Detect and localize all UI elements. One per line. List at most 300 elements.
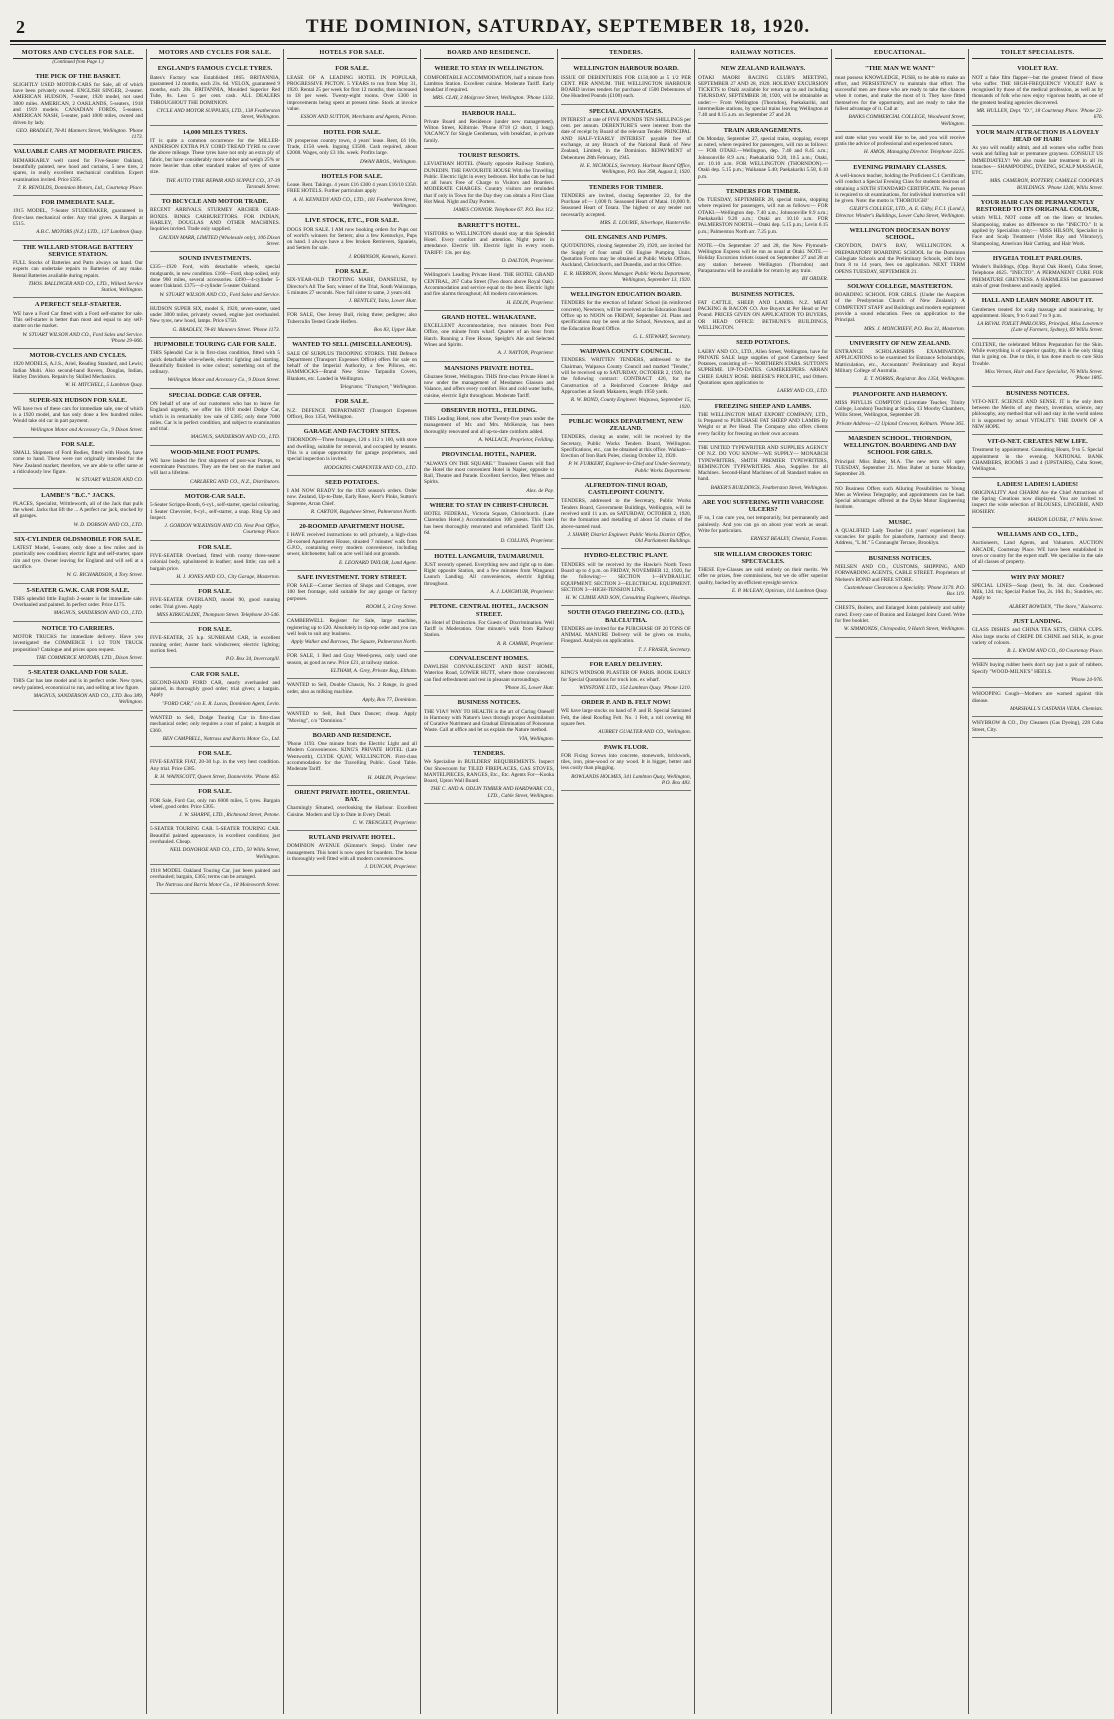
ad-signature: Telegrams: "Transport," Wellington. [339,384,417,391]
ad-heading: TENDERS FOR TIMBER. [725,187,801,195]
ad-signature: P.O. Box 34, Invercargill. [225,656,280,663]
classified-ad [150,668,280,712]
classified-ad [972,62,1103,125]
classified-ad [561,696,691,740]
ad-heading: WOOD-MILNE FOOT PUMPS. [170,448,260,456]
ad-signature: P. W. FURKERT, Engineer-in-Chief and Under-Secretary, Public Works Department. [568,461,691,474]
ad-heading: BUSINESS NOTICES. [457,699,521,707]
ad-signature: LA REVAL TOILET PARLOURS, Principal, Miss Lawrence (Late of Farmers, Sydney), 69 Willis Street. [977,321,1103,334]
ad-signature: D. DALTON, Proprietor. [501,258,554,265]
ad-signature: VIA, Wellington. [519,735,554,742]
ad-signature: E. P. McLEAN, Optician, 114 Lambton Quay. [731,587,828,594]
ad-body: 5-SEATER TOURING CAR. 5-SEATER TOURING CAR. Beautiful painted appearance, in excellent condition; just overhauled. Cheap. [150,826,280,845]
classified-ad [835,337,965,388]
ad-body: TENDERS will be received by the Hawke's North Town Board up to 4 p.m. on FRIDAY, NOVEMBER 12, 1920, for the following:— SECTION 1—HYDRAULIC EQUIPMENT. SECTION 2—ELECTRICAL EQUIPMENT. SECTION 3—HIGH-TENSION LINE. [561,561,691,593]
ad-body: SLIGHTLY USED MOTOR-CARS for Sale, all of which have been privately owned. ENGLISH SINGER, 2-seater. AMERICAN HUDSON, 7-seater, 1920 model, not used 3000 miles. AMERICAN, 2 OAKLANDS, 5-seaters, 1918 and 1919 models. CANADIAN FORDS, 5-seaters. AMERICAN NASH, 5-seater, paid 1000 miles, owned and driven by lady. [13,81,143,126]
ad-signature: WINSTONE LTD., 154 Lambton Quay. 'Phone 1210. [579,684,691,691]
ad-body: SIX-YEAR-OLD TROTTING MARE, DANSEUSE, by Director's All The Son; winner of the Trial, South Wairarapa, 5 minutes 27 seconds. Now full sister to same, 2 years old. [287,277,417,296]
ad-heading: FOR SALE. [335,268,369,276]
classified-ad [150,865,280,894]
ad-heading: SPECIAL ADVANTAGES. [589,107,663,115]
classified-ad [561,181,691,232]
ad-heading: LADIES! LADIES! LADIES! [997,480,1078,488]
ad-signature: MAGNUS, SANDERSON AND CO., LTD. Box 389, Wellington. [33,692,143,706]
ad-signature: MARSHALL'S CASTANIA VERA. Chemists. [1010,705,1103,712]
ad-body: INTEREST at rate of FIVE POUNDS TEN SHILLINGS per cent. per annum. DEBENTURE'S were interest from the date of receipt by Board of the relevant Tender. PRINCIPAL AND HALF-YEARLY INTEREST payable free of exchange, at any Branch of the National Bank of New Zealand, Limited, in the Dominion. REPAYMENT of Debentures 28th February, 1945. [561,116,691,161]
ad-body: SECOND-HAND FORD CAR, nearly overhauled and painted, in thoroughly good order; trial given; a bargain. Apply [150,679,280,699]
ad-signature: NEIL DONOHOE AND CO., LTD., 50 Willis Street, Wellington. [169,847,280,860]
ad-body: 1920 MODELS, A.J.S., Ariel, Reading Standard, and Lewis; Indian Multi. Also second-hand Rovers, Douglas, Indian, Harley Davidson. Repairs by Skilled Mechanics. [13,361,143,380]
ad-heading: BUSINESS NOTICES. [731,290,795,298]
ad-signature: H. J. JONES AND CO., City Garage, Masterton. [176,573,280,580]
ad-signature: E. R. HERRON, Stores Manager. Public Works Department, Wellington, September 13, 1920. [563,270,691,283]
ad-signature: T. J. FRASER, Secretary. [638,646,691,653]
ad-heading: ALFREDTON-TINUI ROAD, CASTLEPOINT COUNTY. [584,481,668,497]
ad-signature: A.B.C. MOTORS (N.Z.) LTD., 127 Lambton Quay. [36,229,143,236]
ad-heading: PUBLIC WORKS DEPARTMENT, NEW ZEALAND. [568,417,684,432]
ad-signature: THE AUTO TYRE REPAIR AND SUPPLY CO., 37-39 Taranaki Street. [165,177,280,190]
masthead-rule [10,44,1106,45]
ad-signature: "FORD CAR," c/o E. R. Lucas, Dominion Agent, Levin. [162,700,280,707]
ad-body: FOR SALE—Corner Section of Shops and Cottages, over 100 feet frontage, sold suitable for any garage or factory purposes. [287,583,417,602]
classified-ad [287,170,417,214]
ad-heading: MOTOR-CAR SALE. [184,493,246,501]
ad-heading: FOR SALE. [198,626,232,634]
ad-heading: SIX-CYLINDER OLDSMOBILE FOR SALE. [14,535,142,543]
ad-body: HUDSON SUPER SIX, model S, 1920, seven-seater, used under 3000 miles, privately owned, engine just overhauled. New tyres, new hood, lamps. Price £750. [150,305,280,325]
column-subheading: (Continued from Page 1.) [52,60,104,66]
ad-heading: GRAND HOTEL. WHAKATANE. [441,313,537,321]
ad-signature: ERNEST BEALEY, Chemist, Foxton. [750,536,828,543]
ad-signature: ROOM 5, 3 Grey Street. [365,603,417,610]
column-4 [421,49,558,1714]
ad-heading: WHERE TO STAY IN WELLINGTON. [434,65,544,73]
classified-ad [972,571,1103,615]
ad-signature: R. CARTON, Bagshawe Street, Palmerston North. [310,508,417,515]
ad-signature: H. W. CLIMIE AND SON, Consulting Engineers, Hastings. [565,595,691,602]
ad-signature: 'Phone 35, Lower Hutt. [504,685,554,692]
ad-heading: EVENING PRIMARY CLASSES. [853,163,947,171]
ad-heading: MARSDEN SCHOOL. THORNDON, WELLINGTON. BOARDING AND DAY SCHOOL FOR GIRLS. [843,435,957,457]
ad-body: RECENT ARRIVALS. STURMEY ARCHER GEAR-BOXES. BINKS CARBURETTORS. FOR INDIAN, HARLEY, DOUGLAS AND OTHER MACHINES. Inquiries invited. Trade only supplied. [150,207,280,233]
ad-body: WE have landed the first shipment of post-war Pumps, to exterminate Punctures. They are the best on the market and will last a lifetime. [150,457,280,477]
classified-ad [972,717,1103,738]
classified-ad [424,550,554,601]
ad-signature: G. L. STEWART, Secretary. [633,333,691,340]
ad-signature: GAUDIN MARR, LIMITED (Wholesale only), 106 Dixon Street. [158,234,280,247]
ad-heading: GARAGE AND FACTORY SITES. [303,428,401,436]
ad-body: IF so, I can cure you, not temporarily, but permanently and painlessly. And you can go on about your work as usual. Write for particulars. [698,515,828,535]
ad-body: COMFORTABLE ACCOMMODATION, half a minute from Lambton Station. Excellent cuisine. Moderate Tariff. Early breakfast if required. [424,74,554,94]
ad-heading: NOTICE TO CARRIERS. [41,624,115,632]
column-heading: TOILET SPECIALISTS. [972,49,1103,59]
ad-heading: BARRETT'S HOTEL. [457,221,521,229]
classified-ad [150,195,280,252]
classified-ad [835,388,965,432]
classified-ad [287,214,417,265]
ad-signature: MRS. CAMERON, ROTTERY, CAMILLE COOPER'S BUILDINGS. 'Phone 1246, Willis Street. [989,178,1103,191]
ad-signature: AUBREY GUALTER AND CO., Wellington. [598,729,691,736]
ad-heading: SAFE INVESTMENT. TORY STREET. [297,573,407,581]
ad-heading: TRAIN ARRANGEMENTS. [723,126,803,134]
classified-ad [287,708,417,729]
ad-heading: HUPMOBILE TOURING CAR FOR SALE. [153,341,277,349]
ad-signature: W. G. RICHARDSON, 4 Tory Street. [66,572,143,579]
ad-heading: WANTED TO SELL (MISCELLANEOUS). [292,341,412,349]
ad-heading: WAIPAWA COUNTY COUNCIL. [579,348,673,356]
ad-signature: GILBY'S COLLEGE, LTD., A. E. Gilby, F.C.I. (Lond.), Director. Winder's Buildings, Lower Cuba Street, Wellington. [835,206,965,219]
ad-signature: J. GORDON WILKINSON AND CO. Next Post Office, Courtenay Place. [164,523,280,536]
ad-signature: R. W. BOND, County Engineer. Waipawa, September 15, 1920. [570,397,691,410]
ad-signature: ELTHAM, A. Grey, Private Bag, Eltham. [330,668,417,675]
classified-ad [150,252,280,303]
ad-signature: A. H. KENNEDY AND CO., LTD., 181 Featherston Street, Wellington. [293,196,417,210]
classified-ad [972,126,1103,196]
classified-ad [561,479,691,549]
classified-ad [972,659,1103,688]
ad-signature: Box 83, Upper Hutt. [373,327,417,334]
classified-ad [835,483,965,516]
ad-signature: R. H. WAINSCOTT, Queen Street, Dannevirke. 'Phone 463. [154,774,280,781]
ad-signature: ROWLANDS HOLMES, 341 Lambton Quay, Wellington, P.O. Box 483. [571,773,691,786]
classified-ad [424,696,554,747]
ad-body: LEVIATHAN HOTEL (Nearly opposite Railway Station), DUNEDIN. THE FAVOURITE HOUSE With the Travelling Public. Electric light in every bedroom. Hot baths can be had at all hours Free of Charge to Visitors and Boarders. MODERATE CHARGES. Country visitors are reminded that if only in Town for the Day they can obtain a First Class Hot Meal. Night and Day Porters. [424,161,554,206]
ad-body: JUST recently opened. Everything new and right up to date. Right opposite Station, and a few minutes from Wanganui Launch Landing. All conveniences, electric lighting throughout. [424,561,554,587]
ad-signature: J. BENTLEY, Taita, Lower Hutt. [348,298,417,305]
ad-body: MOTOR TRUCKS for immediate delivery. Have you investigated the COMMERCE 1 1/2 TON TRUCK proposition? Catalogue and prices upon request. [13,633,143,653]
ad-heading: OIL ENGINES AND PUMPS. [584,234,668,242]
classified-ad [698,240,828,288]
ad-body: Ghuznee Street, Wellington. THIS first-class Private Hotel is now under the management of Mesdames Glasson and Valance, and offers every comfort. Hot and cold water baths, cuisine, electric light throughout. Moderate Tariff. [424,373,554,399]
ad-body: NOT a fake film flapper—but the greatest friend of those who suffer. THE HIGH-FREQUENCY VIOLET RAY is recognised by those of the medical profession, as well as by thousands of folk who now enjoy vigorous health, as one of the greatest healing agencies discovered. [972,74,1103,106]
ad-heading: FOR SALE. [198,750,232,758]
ad-body: WANTED to Sell, Dodge Touring Car in first-class mechanical order; only requires a coat of paint; a bargain at £360. [150,715,280,734]
column-6 [695,49,832,1714]
ad-signature: MAGNUS, SANDERSON AND CO., LTD. [190,434,280,441]
ad-body: DAWLISH CONVALESCENT AND REST HOME, Waterloo Road, LOWER HUTT, where those convalescent can find refreshment and rest in pleasant surroundings. [424,664,554,683]
classified-ad [424,62,554,106]
ad-body: 'Phone 1193. One minute from the Electric Light and all Modern Conveniences. KING'S PRIVATE HOTEL (Late Wentworth), CLYDE QUAY, WELLINGTON. First-class accommodation for the Travelling Public. Good Table. Moderate Tariff. [287,741,417,773]
ad-signature: LAERY AND CO., LTD. [777,388,828,395]
ad-body: "ALWAYS ON THE SQUARE." Transient Guests will find the Hotel the most convenient Hotel in Napier, opposite to Rail, Theatre and Parade. Excellent Service, Best Wines and Spirits. [424,460,554,486]
ad-body: SMALL Shipment of Ford Bodies, fitted with Hoods, have come to hand. These were not originally intended for the New Zealand market; therefore, we are able to offer same at a ridiculously low figure. [13,450,143,475]
ad-signature: BANKS COMMERCIAL COLLEGE, Woodward Street, Wellington. [848,114,965,127]
ad-heading: PETONE. CENTRAL HOTEL, JACKSON STREET. [429,603,549,618]
classified-ad [287,786,417,831]
ad-heading: CAR FOR SALE. [190,670,240,678]
ad-signature: Wellington Motor and Accessory Co., 9 Dixon Street. [30,426,143,433]
ad-signature: DWAN BROS., Wellington. [360,158,417,165]
ad-heading: HYDRO-ELECTRIC PLANT. [584,552,668,560]
ad-heading: HOTEL FOR SALE. [323,128,381,136]
ad-heading: 5-SEATER OAKLAND FOR SALE. [28,669,128,677]
ad-heading: CONVALESCENT HOMES. [449,654,529,662]
ad-body: ON behalf of one of our customers who has to leave for England urgently, we offer his 1918 model Dodge Car, which is in remarkably low sale of £385; only done 7000 miles. Car is in perfect condition, and subject to examination and trial. [150,400,280,433]
column-heading: EDUCATIONAL. [835,49,965,59]
classified-ad [287,520,417,571]
ad-body: WE have two of these cars for immediate sale, one of which is a 1920 model, and has only done a few hundred miles. Would take old car in part payment. [13,405,143,425]
ad-signature: B. L. KWOM AND CO., 60 Courtenay Place. [1007,648,1103,655]
ad-signature: MR. HULLEN, Dept. "D.", 18 Courtenay Place. 'Phone 22-676. [976,107,1103,121]
ad-heading: PIANOFORTE AND HARMONY. [852,390,948,398]
ad-heading: WHERE TO STAY IN CHRIST-CHURCH. [429,501,549,509]
ad-heading: JUST LANDING. [1013,618,1062,626]
ad-body: Winder's Buildings, (Opp. Royal Oak Hotel), Cuba Street, Telephone 4625. "INECTO". A PERMANENT CURE FOR PREMATURE GREYNESS. A HARMLESS but guaranteed stain of great freshness and easily applied. [972,264,1103,290]
classified-ad [972,478,1103,529]
ad-body: THE WELLINGTON MEAT EXPORT COMPANY, LTD., Is Prepared to PURCHASE FAT SHEEP AND LAMBS By Weight or at Per Head. The Company also offers clients every facility for freezing on their own account. [698,411,828,437]
ad-body: THIS Splendid Car is in first-class condition, fitted with 5 quick detachable wire-wheels, electric lighting and starting. Beautifully finished in wine colour; something out of the ordinary. [150,350,280,376]
ad-signature: Apply Walker and Barrows, The Square, Palmerston North. [291,639,417,646]
ad-signature: MAISON LOUISE, 17 Willis Street. [1027,516,1103,523]
ad-body: 1915 MODEL, 7-Seater STUDEBAKER, guaranteed in first-class mechanical order. Any trial given. A Bargain at £515. [13,208,143,227]
ad-signature: CARLBERG AND CO., N.Z., Distributors. [190,478,280,485]
ad-signature: H. EDLIN, Proprietor. [506,299,554,306]
ad-body: THIS splendid little English 2-seater is for immediate sale. Overhauled and painted. In perfect order. Price £175. [13,595,143,609]
ad-heading: FREEZING SHEEP AND LAMBS. [714,402,812,410]
ad-body: THE UNITED TYPEWRITER AND SUPPLIES AGENCY OF N.Z. DO YOU KNOW—WE SUPPLY— MONARCH TYPEWRITERS, SMITH PREMIER TYPEWRITERS, REMINGTON TYPEWRITERS. Also, Supplies for all Machines. Second-Hand Machines of all Standard makes on hand. [698,444,828,483]
ad-heading: HARBOUR HALL. [462,109,516,117]
ad-body: CAMBERWELL Register for Sale, large machine, registering up to £20. Absolutely in tip-top order and you can well look to suit any business. [287,618,417,637]
classified-ad [287,571,417,615]
ad-heading: PAWK FLUOR. [603,743,649,751]
ad-body: GLASS DISHES and CHINA TEA SETS, CHINA CUPS. Also large stocks of CREPE DE CHINE and SILK, in great variety of colours. [972,627,1103,646]
ad-body: WE have large stocks on hand of P. and B. Special Saturated Felt, the ideal Roofing Felt. No. 1 Felt, a roll covering 88 square feet. [561,708,691,727]
column-heading: TENDERS. [561,49,691,59]
ad-heading: LAMBE'S "B.C." JACKS. [41,491,115,499]
ad-body: FOR SALE, One Jersey Bull, rising three; pedigree; also Tuberculin Tested Grade Heifers. [287,312,417,325]
ad-body: WHEN buying rubber heels don't say just a pair of rubbers. Specify "WOOD-MILNE'S" HEELS. [972,662,1103,675]
classified-ad [698,496,828,548]
ad-signature: CYCLE AND MOTOR SUPPLIES, LTD., 138 Featherston Street, Wellington. [156,107,280,121]
ad-body: IT is quite a common occurrence for the MILLER-ANDERSON EXTRA PLY CORD TREAD TYRE to cover the above mileage. These tyres have not only an extra ply of fabric, but have considerably more rubber and weigh 25% or more heavier than other standard makes of tyres of same size. [150,137,280,176]
ad-heading: WILLIAMS AND CO., LTD., [997,531,1078,539]
ad-heading: TENDERS FOR TIMBER. [588,183,664,191]
ad-heading: THE PICK OF THE BASKET. [35,72,121,80]
classified-ad [972,196,1103,252]
ad-body: ORIGINALITY And CHARM Are the Chief Attractions of the Spring Creations now displayed. You are invited to inspect the wide selection of BLOUSES, LINGERIE, AND HOSIERY. [972,489,1103,515]
classified-ad [972,252,1103,294]
ad-heading: HALL AND LEARN MORE ABOUT IT. [981,297,1094,305]
ad-body: WHOOPING Cough—Mothers are warned against this disease. [972,691,1103,704]
masthead [10,4,1106,42]
ad-signature: 'Phone 24-976. [1070,677,1103,684]
ad-body: IN prosperous country town, 4 years' lease. Rent, £6 10s. Trade, £150 week. Ingoing £3500. Cash required, about £2000. Wages, only £3 10s. week. Profits large. [287,137,417,157]
classified-ad [835,552,965,603]
ad-body: FIVE-SEATER FIAT, 20-30 h.p. in the very best condition. Any trial. Price £385. [150,759,280,772]
ad-body: ISSUE OF DEBENTURES FOR £150,000 at 5 1/2 PER CENT. PER ANNUM. THE WELLINGTON HARBOUR BOARD invites tenders for purchase of 1500 Debentures of One Hundred Pounds (£100) each. [561,74,691,100]
classified-ad [287,650,417,679]
ad-signature: ALBERT BOWDEN, "The Store," Kaiwarra. [1008,603,1103,610]
classified-ad [150,585,280,623]
classified-ad [424,362,554,404]
ad-body: TENDERS. WRITTEN TENDERS, addressed to the Chairman, Waipawa County Council and marked "Tender," will be received up to SATURDAY, OCTOBER 2, 1920, for the following contract: CONTRACT 426, for the Construction of a Reinforced Concrete Bridge and Approaches at South Makaretu, length 1950 yards. [561,357,691,395]
ad-body: FIVE-SEATER, 25 h.p. SUNBEAM CAR, in excellent running order; Auster back windscreen; electric lighting; suction feed. [150,635,280,655]
ad-body: NOTE.—On September 27 and 28, the New Plymouth-Wellington Express will be run as usual at Otaki. NOTE.—Holiday Excursion tickets issued on September 27 and 28 at any station between Wellington (Thorndon) and Paraparaumu will be available for return by any train. [698,242,828,275]
ad-heading: WELLINGTON DIOCESAN BOYS' SCHOOL. [849,227,951,242]
ad-signature: ESSON AND SUTTON, Merchants and Agents, Picton. [300,114,417,121]
classified-ad [972,435,1103,477]
ad-heading: SOLWAY COLLEGE, MASTERTON. [847,282,953,290]
ad-heading: "THE MAN WE WANT" [864,65,936,73]
classified-ad [13,666,143,710]
ad-signature: C. W. TRENGEET, Proprietor. [352,819,417,826]
ad-heading: FOR EARLY DELIVERY. [589,661,663,669]
column-heading: RAILWAY NOTICES. [698,49,828,59]
classified-ad [13,584,143,622]
ad-body: 5-Seater Scripps-Booth, 6-cyl., self-starter, special colouring. 1 Seater Chevrolet, 6-cyl., self-starter, a snap. Ring Up and Inspect. [150,502,280,521]
classified-ad [150,446,280,490]
classified-ad [13,196,143,240]
classified-ad [972,688,1103,717]
classified-ad [561,549,691,606]
ad-heading: MOTOR-CYCLES AND CYCLES. [29,352,127,360]
ad-heading: ENGLAND'S FAMOUS CYCLE TYRES. [157,65,273,73]
ad-heading: SEED POTATOES. [325,478,379,486]
classified-ad [150,62,280,125]
classified-ad [561,606,691,658]
classified-ad [13,533,143,584]
ad-body: N.Z. DEFENCE DEPARTMENT (Transport Expenses Office), Box 1354, Wellington. [287,407,417,420]
ad-signature: BY ORDER. [801,276,828,283]
ad-body: VIT-O-NET. SCIENCE AND SENSE. IT is the only item between the Merits of any theory, invention, science, any philosophy, any method that will and stay in the world unless it is supported by actual VITALITY. THE DAWN OF A NEW HOPE. [972,398,1103,430]
ad-body: MISS PHYLLIS COMPTON (Licentiate Teacher, Trinity College, London) Teaching at Studio, 13 Moorby Chambers, Willis Street, Wellington, September 20. [835,399,965,419]
classified-ad [150,389,280,446]
newspaper-title: THE DOMINION, SATURDAY, SEPTEMBER 18, 1920. [305,16,811,37]
ad-heading: FOR SALE. [198,788,232,796]
ad-signature: A. J. NAYTON, Proprietor. [497,350,554,357]
ad-body: WANTED to Sell, Bull Dam Dancer; cheap. Apply "Moving", c/o "Dominion." [287,711,417,724]
ad-signature: The Nattrass and Barris Motor Co., 18 Molesworth Street. [155,882,280,889]
classified-ad [287,309,417,338]
ad-heading: THE WILLARD STORAGE BATTERY SERVICE STATION. [22,243,134,258]
classified-ad [424,404,554,448]
classified-ad [698,124,828,185]
classified-ad [287,615,417,650]
ad-body: An Hotel of Distinction. For Guests of Discrimination. Well Tariff is Moderation. One minute's walk from Railway Station. [424,619,554,639]
classified-ad [150,303,280,338]
ad-body: I AM NOW READY for the 1920 season's orders. Order now. Zealand, Up-to-Date, Early Rose, Kerr's Pinks, Sutton's Supreme, Arran Chief. [287,488,417,507]
ad-signature: MISS KIRKCALDIE, Thompson Street. Telephone 20-546. [156,611,280,618]
ad-signature: J. SHARP, District Engineer. Public Works District Office, Old Parliament Buildings. [567,531,691,545]
ad-heading: BUSINESS NOTICES. [1006,389,1069,397]
ad-signature: T. R. RENOLDS, Dominion Motors, Ltd., Courtenay Place. [17,184,143,191]
classified-ad [150,623,280,667]
classified-ad [835,224,965,280]
ad-heading: NEW ZEALAND RAILWAYS. [720,65,806,73]
ad-body: TENDERS for the erection of Infants' School (in reinforced concrete), Newtown, will be received at the Education Board Office up to NOON on FRIDAY, September 24. Plans and specifications may be seen at the School, Newtown, and at the Education Board Office. [561,300,691,332]
ad-heading: YOUR HAIR CAN BE PERMANENTLY RESTORED TO ITS ORIGINAL COLOUR, [975,199,1100,214]
ad-signature: W. STUART WILSON AND CO., Ford Sales and Service. 'Phone 29-066. [22,331,143,344]
classified-ad [561,288,691,345]
ad-body: CHESTS, Boilers, and Enlarged Joints painlessly and safely cured. Every case of Bunion and Enlarged Joint Cured. Write for free booklet. [835,605,965,625]
classified-ad [287,831,417,875]
ad-body: TENDERS, addressed to the Secretary, Public Works Tenders Board, Government Buildings, Wellington, will be received until 11 a.m. on SATURDAY, OCTOBER 2, 1920, for the formation and metalling of about 54 chains of the above-named road. [561,498,691,530]
ad-body: Principal: Miss Baber, M.A. The new term will open TUESDAY, September 21. Miss Baber at home Monday, September 20. [835,458,965,478]
ad-signature: Miss Vernon, Hair and Face Specialist, 76 Willis Street. 'Phone 1805. [984,368,1103,382]
column-8 [969,49,1106,1714]
ad-heading: WELLINGTON EDUCATION BOARD. [570,291,682,299]
ad-signature: J. ROBINSON, Kennels, Karori. [348,253,417,260]
ad-body: must possess KNOWLEDGE, PUSH, to be able to make an effort, and PERSISTENCY to maintain that effort. The successful men are those who are ready to take the chances when it comes, and make the most of it. They have fitted themselves for the opportunity, and are ready to take the fullest advantage of it. Call at [835,74,965,112]
column-2 [147,49,284,1714]
classified-ad [561,415,691,479]
classified-ad [835,161,965,224]
classified-ad [835,516,965,552]
ad-body: NIELSEN AND CO., CUSTOMS, SHIPPING, AND FORWARDING AGENTS, CABLE STREET. Proprietors of Nielsen's BOND and FREE STORE. [835,563,965,583]
classified-ad [424,311,554,362]
classified-ad [150,126,280,196]
column-5 [558,49,695,1714]
column-1 [10,49,147,1714]
ad-body: On TUESDAY, SEPTEMBER 28, special trains, stopping where required for passengers, will run as follows:— FOR OTAKI.—Wellington dep. 7.40 a.m.; Johnsonville 8.9 a.m.; Paekakariki 9.20 a.m.; Otaki arr. 10.10 a.m. FOR PALMERSTON NORTH.—Otaki dep. 5.15 p.m.; Levin 6.15 p.m.; Palmerston North arr. 7.25 p.m. [698,197,828,235]
ad-signature: Customhouse Clearances a Speciality. 'Phone 3170. P.O. Box 119. [844,584,965,598]
ad-body: DOMINION AVENUE (Kimmer's Steps). Under new management. This hotel is now open for boarders. The house is thoroughly well fitted with all modern conveniences. [287,843,417,862]
ad-signature: W. STUART WILSON AND CO., Ford Sales and Service. [159,291,280,298]
ad-heading: BUSINESS NOTICES. [868,554,932,562]
ad-heading: FOR SALE. [335,398,369,406]
classified-ad [972,294,1103,338]
column-heading: BOARD AND RESIDENCE. [424,49,554,59]
ad-body: THIS Leading Hotel, now after Twenty-five years under the management of Mr. and Mrs. McKenzie, has been thoroughly renovated and all up-to-date comforts added. [424,416,554,435]
classified-ad [13,394,143,438]
ad-heading: SUPER-SIX HUDSON FOR SALE. [29,396,127,404]
ad-body: SALE OF SURPLUS TROOPING STORES. THE Defence Department (Transport Expenses Office) offers for sale on behalf of the Imperial Authority, a few Pillows, etc. HAMMOCKS—Brand New Straw Tarpaulin Covers, Blankets, etc. Landed in Wellington. [287,350,417,382]
ad-body: OTAKI MAORI RACING CLUB'S MEETING, SEPTEMBER 27 AND 28, 1920. HOLIDAY EXCURSION TICKETS to Otaki available for return up to and including THURSDAY, SEPTEMBER 30, 1920, will be obtainable as under:— From Wellington (Thorndon), Paekakariki, and intermediate stations, by special trains leaving Wellington at 7.40 and 8.15 a.m. on September 27 and 28. [698,74,828,119]
classified-ad [424,448,554,499]
classified-ad [13,145,143,196]
classified-ad [287,126,417,170]
ad-body: BOARDING SCHOOL FOR GIRLS. (Under the Auspices of the Presbyterian Church of New Zealand.) A COMPETENT STAFF and Buildings and modern equipment provide a sound education. Fees on application to the Principal. [835,292,965,324]
ad-body: VISITORS to WELLINGTON should stay at this Splendid Hotel. Every comfort and attention. Night porter in attendance. Electric lift. Electric light in every room. TARIFF: 13s. per day. [424,230,554,256]
ad-signature: D. COLLINS, Proprietor. [500,538,554,545]
ad-body: Lease. Rent. Takings. 4 years £16 £300 4 years £16/10 £350. FREE HOTELS. Further particulars apply [287,182,417,195]
classified-ad [698,336,828,399]
ad-body: EXCELLENT Accommodation, two minutes from Post Office, one minute from wharf. Quarter of an hour from Hatch. Running a Free House, Speight's Ale and Selected Wines and Spirits. [424,323,554,348]
column-heading: HOTELS FOR SALE. [287,49,417,59]
ad-heading: FOR SALE. [198,543,232,551]
ad-body: and state what you would like to be, and you will receive gratis the advice of professional and experienced tutors. [835,134,965,148]
ad-body: £335—1920 Ford, with detachable wheels, special mudguards, in new condition. £160—Ford, shop soiled, only done 960 miles, several accessories. £490—4-cylinder 5-seater Oakland. £375—4-cylinder 5-seater Oakland. [150,264,280,290]
classified-ad [13,70,143,146]
ad-body: WE have a Ford Car fitted with a Ford self-starter for sale. This self-starter is better than most and equal to any self-starter on the market. [13,310,143,330]
ad-signature: MRS. J. MONCRIEFF, P.O. Box 31, Masterton. [864,325,965,332]
column-3 [284,49,421,1714]
classified-ad [424,499,554,550]
classified-ad [424,652,554,696]
ad-body: THE VIA!! WAY TO HEALTH is the art of Curing Oneself in Harmony with Nature's laws through proper Assimilation of Curative Nutriment and Gradual Elimination of Poisonous Waste. Call at office and let us explain the Nature method. [424,708,554,734]
ad-heading: MUSIC. [888,518,912,526]
classified-ad [13,241,143,299]
classified-ad [287,265,417,309]
ad-signature: JAMES CONNOR. Telephone 67. P.O. Box 112. [453,207,554,214]
ad-heading: FOR IMMEDIATE SALE. [41,199,115,207]
ad-body: 1918 MODEL Oakland Touring Car, just been painted and overhauled; bargain, £365; terms can be arranged. [150,867,280,881]
ad-signature: E. T. NORRIS, Registrar. Box 1354, Wellington. [864,376,965,383]
ad-heading: 5-SEATER G.W.K. CAR FOR SALE. [26,586,130,594]
column-heading: MOTORS AND CYCLES FOR SALE. [13,49,143,59]
ad-signature: MRS. E. LOURIE, Silverhope, Hunterville. [600,219,691,226]
ad-heading: HYGEIA TOILET PARLOURS. [992,254,1083,262]
ad-signature: THE C. AND A. ODLIN TIMBER AND HARDWARE CO., LTD., Cable Street, Wellington. [430,786,554,799]
ad-body: THESE Eye-Glasses are sold entirely on their merits. We offer no prizes, free commissions, but we do offer superior quality, backed by an efficient eyesight service. [698,567,828,586]
ad-body: DOGS FOR SALE. I AM now booking orders for Pups out of world's winners for Setters; also a few Kentuckys, Pups on hand. I always have a few broken Retrievers, Spaniels, and Setters for sale. [287,226,417,252]
ad-heading: ARE YOU SUFFERING WITH VARICOSE ULCERS? [702,499,824,514]
ad-body: FIVE-SEATER OVERLAND, model 90, good running order. Trial given. Apply [150,597,280,610]
ad-heading: YOUR MAIN ATTRACTION IS A LOVELY HEAD OF HAIR! [975,128,1100,143]
ad-body: LAERY AND CO., LTD., Allen Street, Wellington, have for PRIVATE SALE large supplies of good Canterbury Seed Potatoes, consisting of:— NORTHERN STARS. SUTTON'S SUPREME. UP-TO-DATES. GAMEKEEPERS. ARRAN CHIEF. EARLY ROSE. BREESE'S PROLIFIC, and Others. Quotations upon application to [698,348,828,386]
ad-heading: 14,000 MILES TYRES. [182,128,248,136]
ad-heading: WHY PAY MORE? [1010,573,1065,581]
